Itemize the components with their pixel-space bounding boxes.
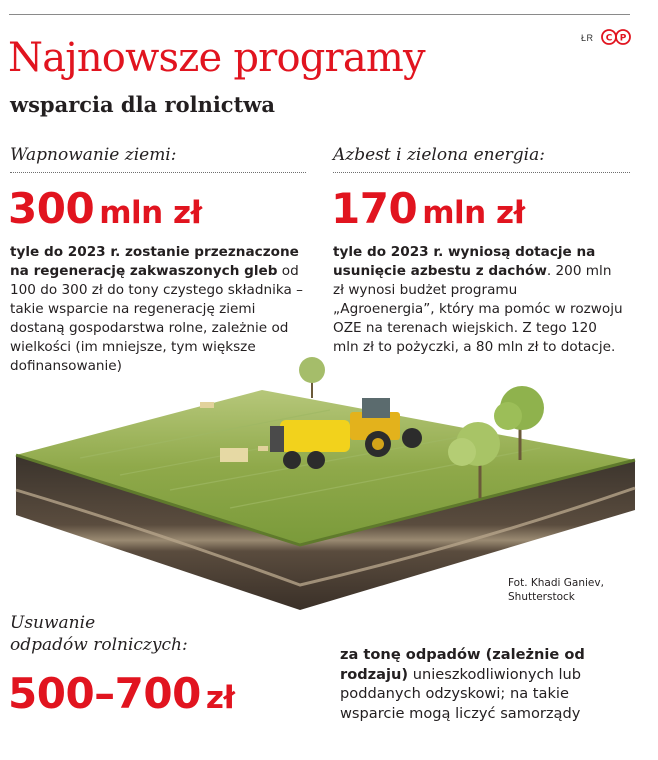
- description-text: unieszkodliwionych lub poddanych odzyskowi; na takie wsparcie mogą liczyć samorządy: [340, 665, 582, 722]
- description-bold: tyle do 2023 r. zostanie przeznaczone na regenerację zakwaszonych gleb: [10, 244, 299, 279]
- photo-credit-line: Fot. Khadi Ganiev,: [508, 577, 604, 589]
- amount-liming: [8, 184, 202, 233]
- brand-mark: [573, 28, 633, 48]
- description-text: . 200 mln zł wynosi budżet programu „Agroenergia”, który ma pomóc w rozwoju OZE na terenach wiejskich. Z tego 120 mln zł to pożyczki, a 80 mln zł to dotacje.: [333, 263, 623, 355]
- page-subtitle: wsparcia dla rolnictwa: [10, 92, 275, 117]
- amount-value: 300: [8, 184, 95, 233]
- amount-waste: [8, 669, 234, 718]
- amount-value: 500–700: [8, 669, 201, 718]
- amount-unit: mln zł: [422, 195, 525, 231]
- section-divider: [333, 172, 630, 173]
- amount-value: 170: [331, 184, 418, 233]
- photo-credit-line: Shutterstock: [508, 591, 575, 603]
- cp-logo: [601, 28, 631, 46]
- page-title: Najnowsze programy: [8, 35, 425, 81]
- amount-asbestos: [331, 184, 525, 233]
- description-bold: za tonę odpadów (zależnie od rodzaju): [340, 646, 585, 683]
- description-text: od 100 do 300 zł do tony czystego składnika – takie wsparcie na regenerację ziemi dostaną gospodarstwa rolne, zależnie od wielkości (im mniejsze, tym większe dofinansowanie): [10, 263, 303, 374]
- amount-unit: zł: [205, 680, 235, 716]
- svg-text:C: C: [605, 33, 613, 44]
- amount-unit: mln zł: [99, 195, 202, 231]
- author-initials: ŁR: [581, 33, 594, 43]
- section-divider: [10, 172, 306, 173]
- description-bold: tyle do 2023 r. wyniosą dotacje na usunięcie azbestu z dachów: [333, 244, 596, 279]
- section-heading-waste: Usuwanie: [10, 613, 96, 633]
- description-waste: [340, 645, 630, 723]
- photo-credit: [508, 576, 604, 604]
- section-heading-liming: Wapnowanie ziemi:: [10, 145, 177, 165]
- top-rule: [9, 14, 630, 15]
- section-heading-waste-line2: odpadów rolniczych:: [10, 635, 188, 655]
- svg-text:P: P: [619, 33, 627, 44]
- section-heading-asbestos: Azbest i zielona energia:: [333, 145, 545, 165]
